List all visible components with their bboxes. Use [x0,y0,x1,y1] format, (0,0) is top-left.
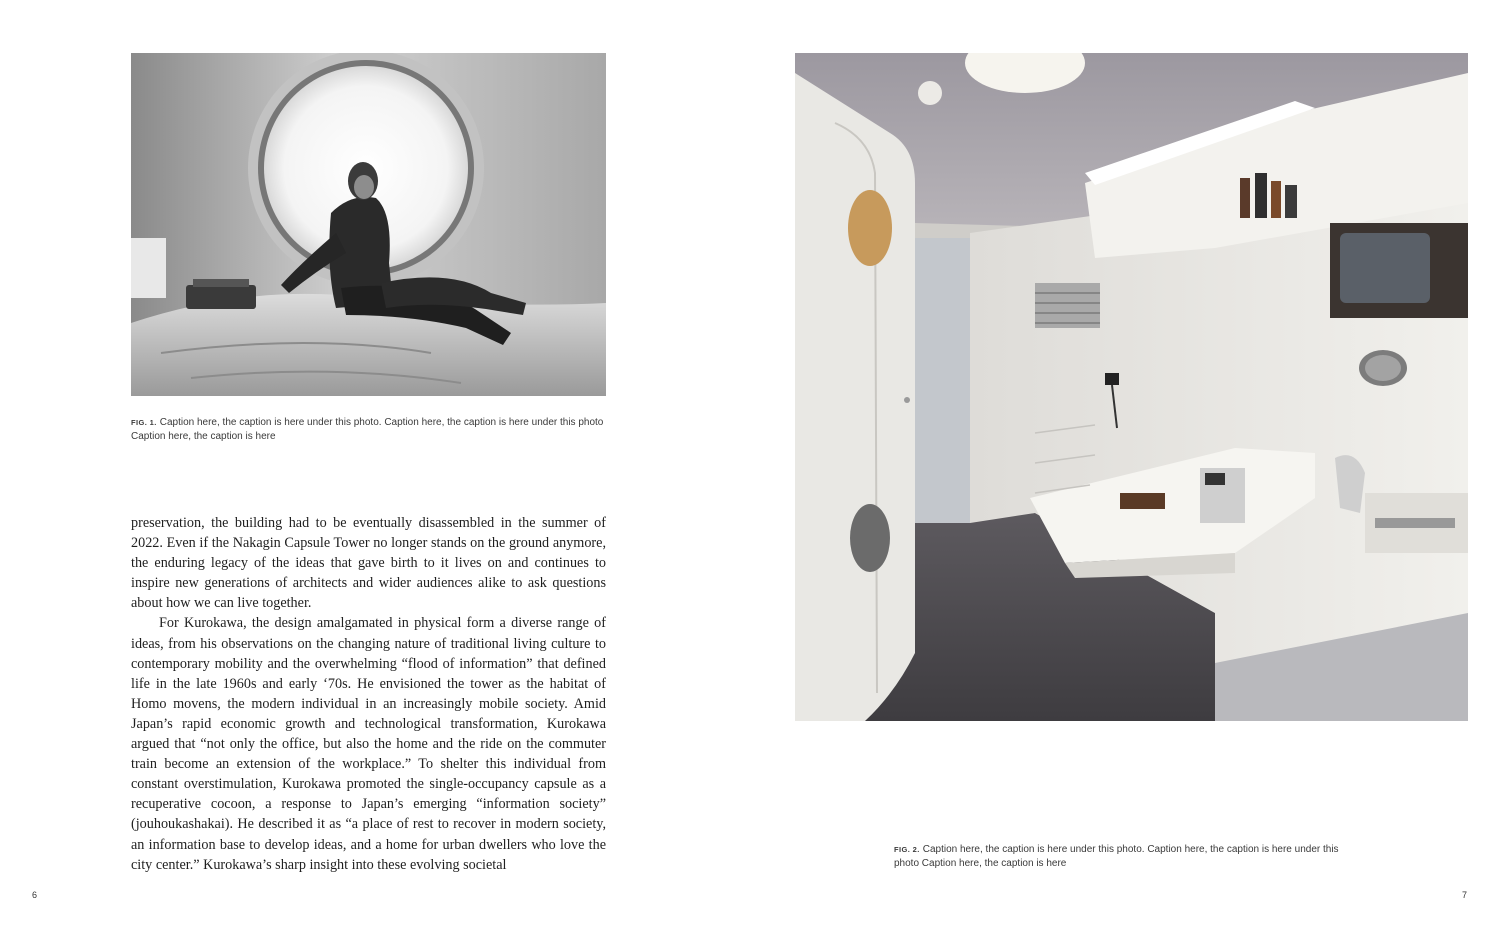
fig2-caption [894,843,1364,871]
fig1-caption-text: Caption here, the caption is here under this photo. Caption here, the caption is here under this photo Caption here, the caption is here [131,417,604,442]
page-number-right: 7 [1462,890,1468,900]
page-number-left: 6 [32,890,38,900]
fig2-caption-text: Caption here, the caption is here under this photo. Caption here, the caption is here under this photo Caption here, the caption is here [894,844,1339,869]
body-paragraph-1: preservation, the building had to be eventually disassembled in the summer of 2022. Even if the Nakagin Capsule Tower no longer stands on the ground anymore, the enduring legacy of the ideas that gave birth to it lives on and continues to inspire new generations of architects and wider audiences alike to ask questions about how we can live together. [131,515,606,612]
body-text [131,513,606,875]
fig1-photo [131,53,606,396]
right-page [750,0,1500,931]
fig1-caption [131,416,611,444]
fig2-label: FIG. 2. [894,845,920,854]
fig2-photo [795,53,1468,721]
fig1-label: FIG. 1. [131,418,157,427]
body-paragraph-2: For Kurokawa, the design amalgamated in physical form a diverse range of ideas, from his observations on the changing nature of traditional living culture to contemporary mobility and the overwhelming “flood of information” that defined life in the late 1960s and early ‘70s. He envisioned the tower as the habitat of Homo movens, the modern individual in an increasingly mobile society. Amid Japan’s rapid economic growth and technological transformation, Kurokawa argued that “not only the office, but also the home and the ride on the commuter train become an extension of the workplace.” To shelter this individual from constant overstimulation, Kurokawa promoted the single-occupancy capsule as a recuperative cocoon, a response to Japan’s emerging “information society” (jouhoukashakai). He described it as “a place of rest to recover in modern society, an information base to develop ideas, and a home for urban dwellers who love the city center.” Kurokawa’s sharp insight into these evolving societal [131,615,606,873]
